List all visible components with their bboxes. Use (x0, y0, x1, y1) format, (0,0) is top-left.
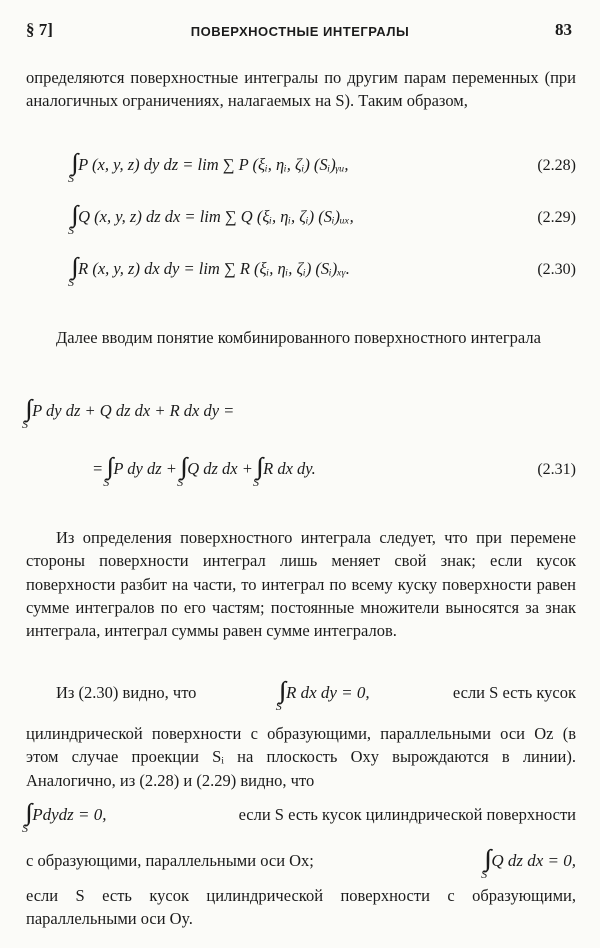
paragraph-intro: определяются поверхностные интегралы по другим парам переменных (при аналогичных ограничениях, налагаемых на S). Таким образом, (26, 68, 576, 111)
line-pdydz: $_S$ Pdydz = 0, если S есть кусок цилиндрической поверхности (22, 805, 576, 835)
line-from-2-30: Из (2.30) видно, что $_S$ R dx dy = 0, если S есть кусок (56, 683, 576, 713)
equation-2-28-number: (2.28) (537, 157, 576, 174)
equation-2-31: = $_S$ P dy dz + $_S$ Q dz dx + $_S$ R dx dy. (2.31) (92, 459, 576, 489)
section-number: § 7] (26, 20, 53, 39)
line-qdzdx: с образующими, параллельными оси Ox; $_S$ Q dz dx = 0, (26, 851, 576, 881)
equation-2-30-body: R (x, y, z) dx dy = lim ∑ R (ξᵢ, ηᵢ, ζᵢ) (Sᵢ)ₓᵧ. (78, 259, 350, 278)
paragraph-combined: Далее вводим понятие комбинированного поверхностного интеграла (56, 328, 541, 347)
page-number: 83 (555, 20, 572, 39)
equation-2-31-first-line: $_S$ P dy dz + Q dz dx + R dx dy = (22, 401, 235, 431)
equation-2-28: $_S$ P (x, y, z) dy dz = lim ∑ P (ξᵢ, ηᵢ, ζᵢ) (Sᵢ)ᵧᵤ, (2.28) (68, 155, 576, 185)
equation-2-30: $_S$ R (x, y, z) dx dy = lim ∑ R (ξᵢ, ηᵢ, ζᵢ) (Sᵢ)ₓᵧ. (2.30) (68, 259, 576, 289)
paragraph-cylindrical: цилиндрической поверхности с образующими, параллельными оси Oz (в этом случае проекции Sᵢ на плоскость Oxy вырождаются в линии). Аналогично, из (2.28) и (2.29) видно, что (26, 724, 576, 790)
equation-2-31-number: (2.31) (537, 461, 576, 478)
equation-2-29: $_S$ Q (x, y, z) dz dx = lim ∑ Q (ξᵢ, ηᵢ, ζᵢ) (Sᵢ)ᵤₓ, (2.29) (68, 207, 576, 237)
equation-2-28-body: P (x, y, z) dy dz = lim ∑ P (ξᵢ, ηᵢ, ζᵢ) (Sᵢ)ᵧᵤ, (78, 155, 349, 174)
equation-2-30-number: (2.30) (537, 261, 576, 278)
equation-2-29-body: Q (x, y, z) dz dx = lim ∑ Q (ξᵢ, ηᵢ, ζᵢ) (Sᵢ)ᵤₓ, (78, 207, 354, 226)
paragraph-properties: Из определения поверхностного интеграла следует, что при перемене стороны поверхности интеграл лишь меняет свой знак; если кусок поверхности разбит на части, то интеграл по всему куску поверхности равен сумме интегралов по его частям; постоянные множители выносятся за знак интеграла, интеграл суммы равен сумме интегралов. (26, 528, 576, 641)
running-title: ПОВЕРХНОСТНЫЕ ИНТЕГРАЛЫ (190, 24, 410, 39)
paragraph-final: если S есть кусок цилиндрической поверхности с образующими, параллельными оси Oy. (26, 886, 576, 929)
equation-2-29-number: (2.29) (537, 209, 576, 226)
